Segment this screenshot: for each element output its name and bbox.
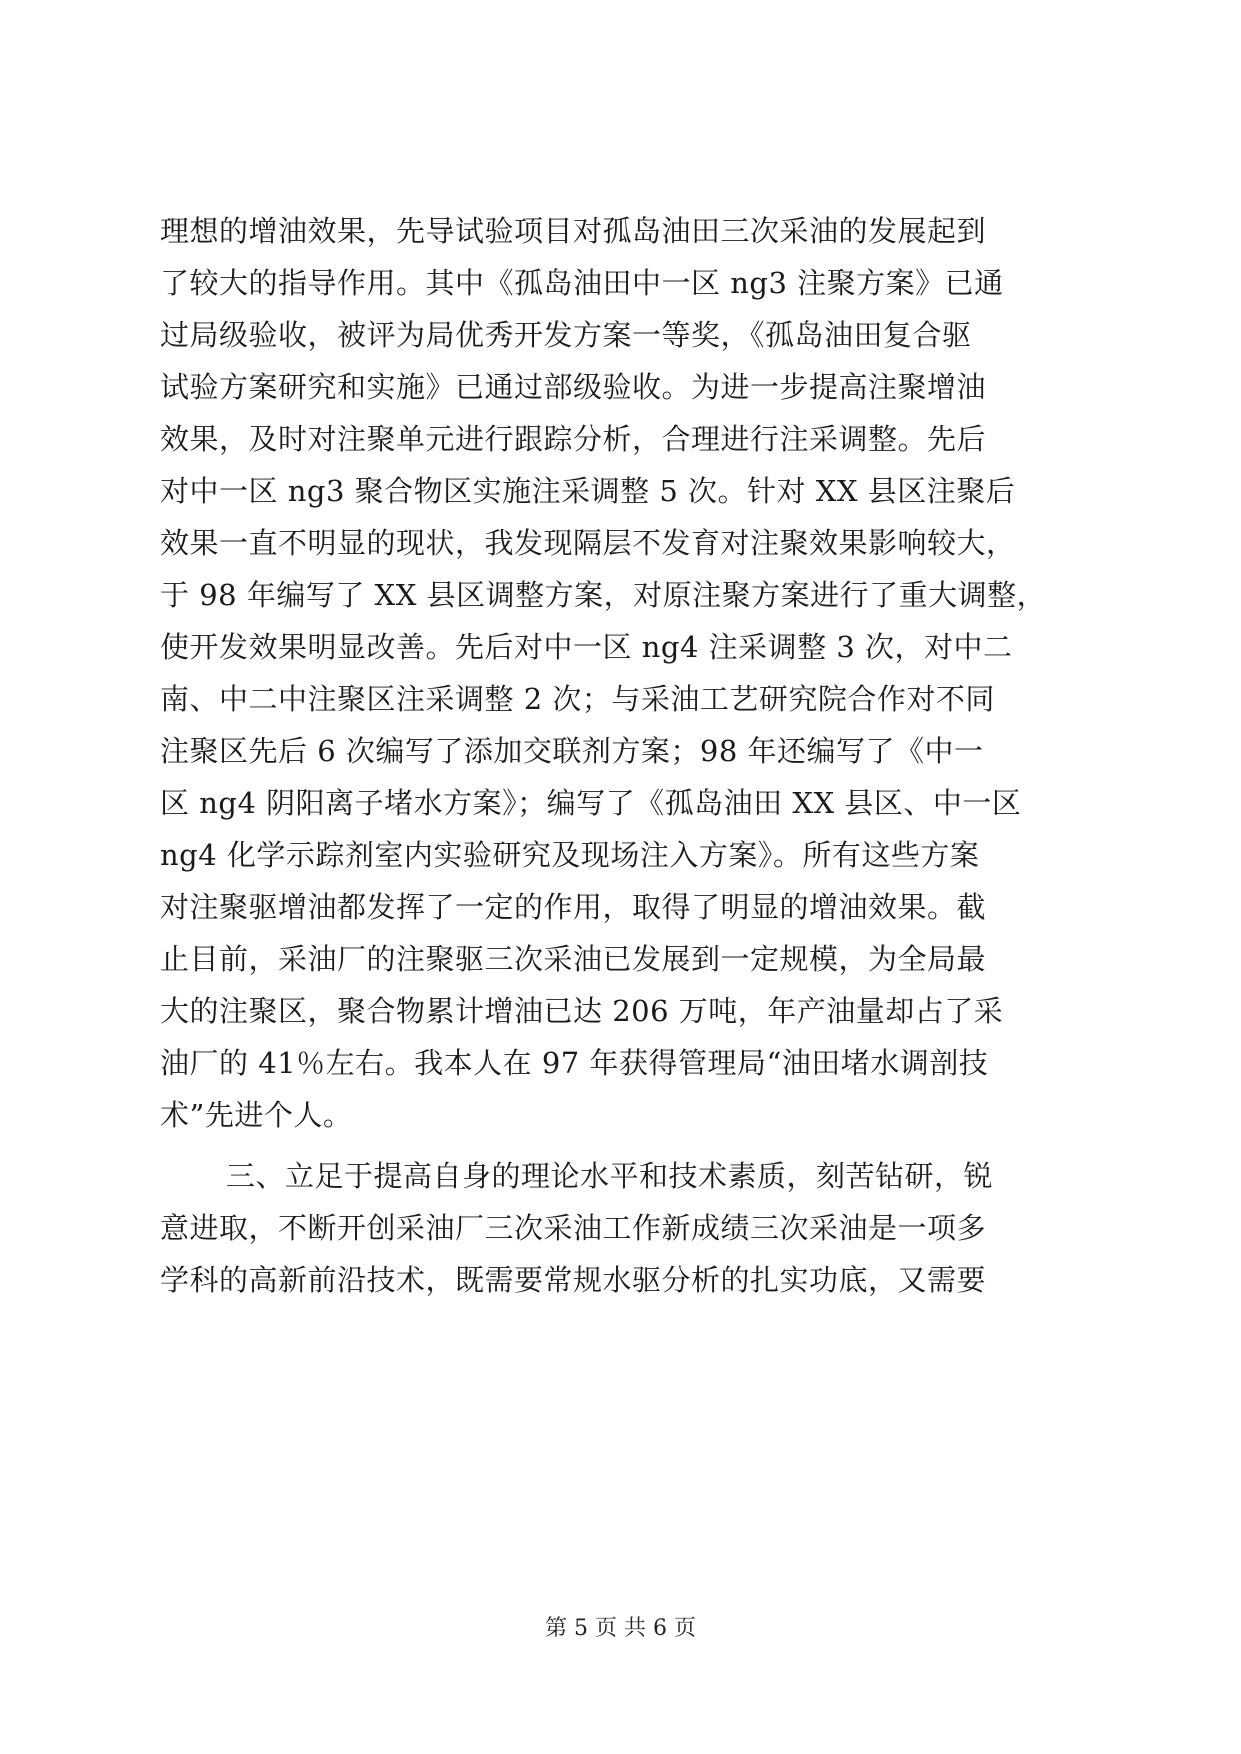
text-line: 术”先进个人。 — [160, 1098, 353, 1132]
text-line: 于 98 年编写了 XX 县区调整方案，对原注聚方案进行了重大调整， — [160, 578, 1047, 612]
text-line: 对注聚驱增油都发挥了一定的作用，取得了明显的增油效果。截 — [160, 890, 987, 924]
text-line: 理想的增油效果，先导试验项目对孤岛油田三次采油的发展起到 — [160, 214, 987, 248]
text-line: 意进取，不断开创采油厂三次采油工作新成绩三次采油是一项多 — [160, 1211, 987, 1245]
text-line: 区 ng4 阴阳离子堵水方案》；编写了《孤岛油田 XX 县区、中一区 — [160, 786, 1022, 820]
text-line: ng4 化学示踪剂室内实验研究及现场注入方案》。所有这些方案 — [160, 838, 980, 872]
text-line: 使开发效果明显改善。先后对中一区 ng4 注采调整 3 次，对中二 — [160, 630, 1013, 664]
text-line: 试验方案研究和实施》已通过部级验收。为进一步提高注聚增油 — [160, 370, 987, 404]
text-line: 过局级验收，被评为局优秀开发方案一等奖，《孤岛油田复合驱 — [160, 318, 972, 352]
text-line: 效果一直不明显的现状，我发现隔层不发育对注聚效果影响较大， — [160, 526, 1016, 560]
text-line: 油厂的 41％左右。我本人在 97 年获得管理局“油田堵水调剖技 — [160, 1046, 989, 1080]
text-line: 学科的高新前沿技术，既需要常规水驱分析的扎实功底，又需要 — [160, 1263, 987, 1297]
text-line: 大的注聚区，聚合物累计增油已达 206 万吨，年产油量却占了采 — [160, 994, 1004, 1028]
text-line: 南、中二中注聚区注采调整 2 次；与采油工艺研究院合作对不同 — [160, 682, 995, 716]
text-line: 效果，及时对注聚单元进行跟踪分析，合理进行注采调整。先后 — [160, 422, 987, 456]
text-line: 注聚区先后 6 次编写了添加交联剂方案；98 年还编写了《中一 — [160, 734, 984, 768]
text-line: 止目前，采油厂的注聚驱三次采油已发展到一定规模，为全局最 — [160, 942, 987, 976]
text-line: 了较大的指导作用。其中《孤岛油田中一区 ng3 注聚方案》已通 — [160, 266, 1004, 300]
text-line: 对中一区 ng3 聚合物区实施注采调整 5 次。针对 XX 县区注聚后 — [160, 474, 1016, 508]
page-number-footer: 第 5 页 共 6 页 — [545, 1616, 696, 1641]
paragraph-heading-line: 三、立足于提高自身的理论水平和技术素质，刻苦钻研，锐 — [226, 1159, 994, 1193]
